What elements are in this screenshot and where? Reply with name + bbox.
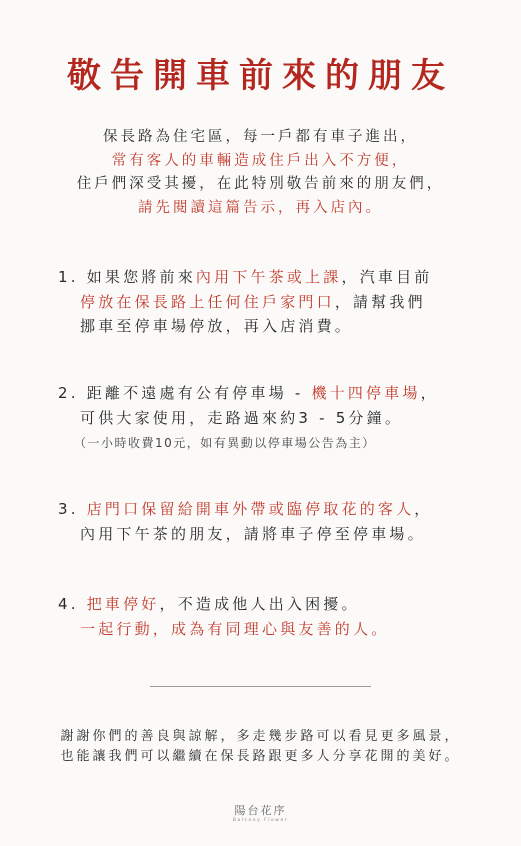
- notice-item-1: [58, 265, 433, 339]
- notice-item-2: [58, 381, 439, 456]
- item-1-text-f: 挪車至停車場停放，再入店消費。: [80, 317, 354, 335]
- item-2-text-d: 可供大家使用，走路過來約3 - 5分鐘。: [80, 408, 404, 427]
- item-3-text-c: 內用下午茶的朋友，請將車子停至停車場。: [80, 524, 426, 543]
- item-2-highlight: 機十四停車場: [311, 384, 421, 402]
- item-2-number: 2.: [58, 384, 79, 402]
- intro-line-2: 常有客人的車輛造成住戶出入不方便，: [111, 152, 410, 169]
- intro-line-3: 住戶們深受其擾，在此特別敬告前來的朋友們，: [76, 176, 445, 192]
- item-4-number: 4.: [58, 595, 79, 613]
- thanks-line-1: 謝謝你們的善良與諒解，多走幾步路可以看見更多風景，: [60, 729, 461, 744]
- intro-line-4: 請先閱讀這篇告示，再入店內。: [138, 199, 383, 216]
- item-1-text-e: ，請幫我們: [334, 292, 426, 311]
- item-1-highlight-b: 停放在保長路上任何住戶家門口: [80, 292, 335, 311]
- notice-title: 敬告開車前來的朋友: [67, 56, 454, 96]
- item-2-note: （一小時收費10元，如有異動以停車場公告為主）: [74, 436, 376, 450]
- thanks-paragraph: [0, 727, 521, 767]
- notice-item-3: [58, 497, 433, 546]
- item-4-highlight-a: 把車停好: [86, 595, 160, 613]
- brand-logo-cn: 陽台花序: [234, 804, 287, 817]
- thanks-line-2: 也能讓我們可以繼續在保長路跟更多人分享花開的美好。: [60, 749, 461, 764]
- intro-paragraph: [0, 126, 521, 220]
- notice-item-4: [58, 592, 389, 641]
- item-2-text-c: ，: [420, 384, 439, 402]
- item-1-highlight-a: 內用下午茶或上課: [195, 268, 342, 286]
- item-4-highlight-c: 一起行動，成為有同理心與友善的人。: [80, 619, 390, 638]
- item-3-number: 3.: [58, 500, 79, 518]
- divider: [150, 686, 371, 687]
- item-1-text-c: ，汽車目前: [341, 268, 433, 286]
- item-1-number: 1.: [58, 268, 79, 286]
- intro-line-1: 保長路為住宅區，每一戶都有車子進出，: [103, 129, 418, 145]
- brand-logo-en: Balcony Flower: [232, 818, 289, 823]
- item-3-text-b: ，: [414, 500, 433, 518]
- item-1-text-a: 如果您將前來: [86, 268, 196, 286]
- item-2-text-a: 距離不遠處有公有停車場 -: [86, 384, 312, 402]
- item-3-highlight: 店門口保留給開車外帶或臨停取花的客人: [86, 500, 415, 518]
- brand-logo: [0, 804, 521, 824]
- item-4-text-b: ，不造成他人出入困擾。: [159, 595, 360, 613]
